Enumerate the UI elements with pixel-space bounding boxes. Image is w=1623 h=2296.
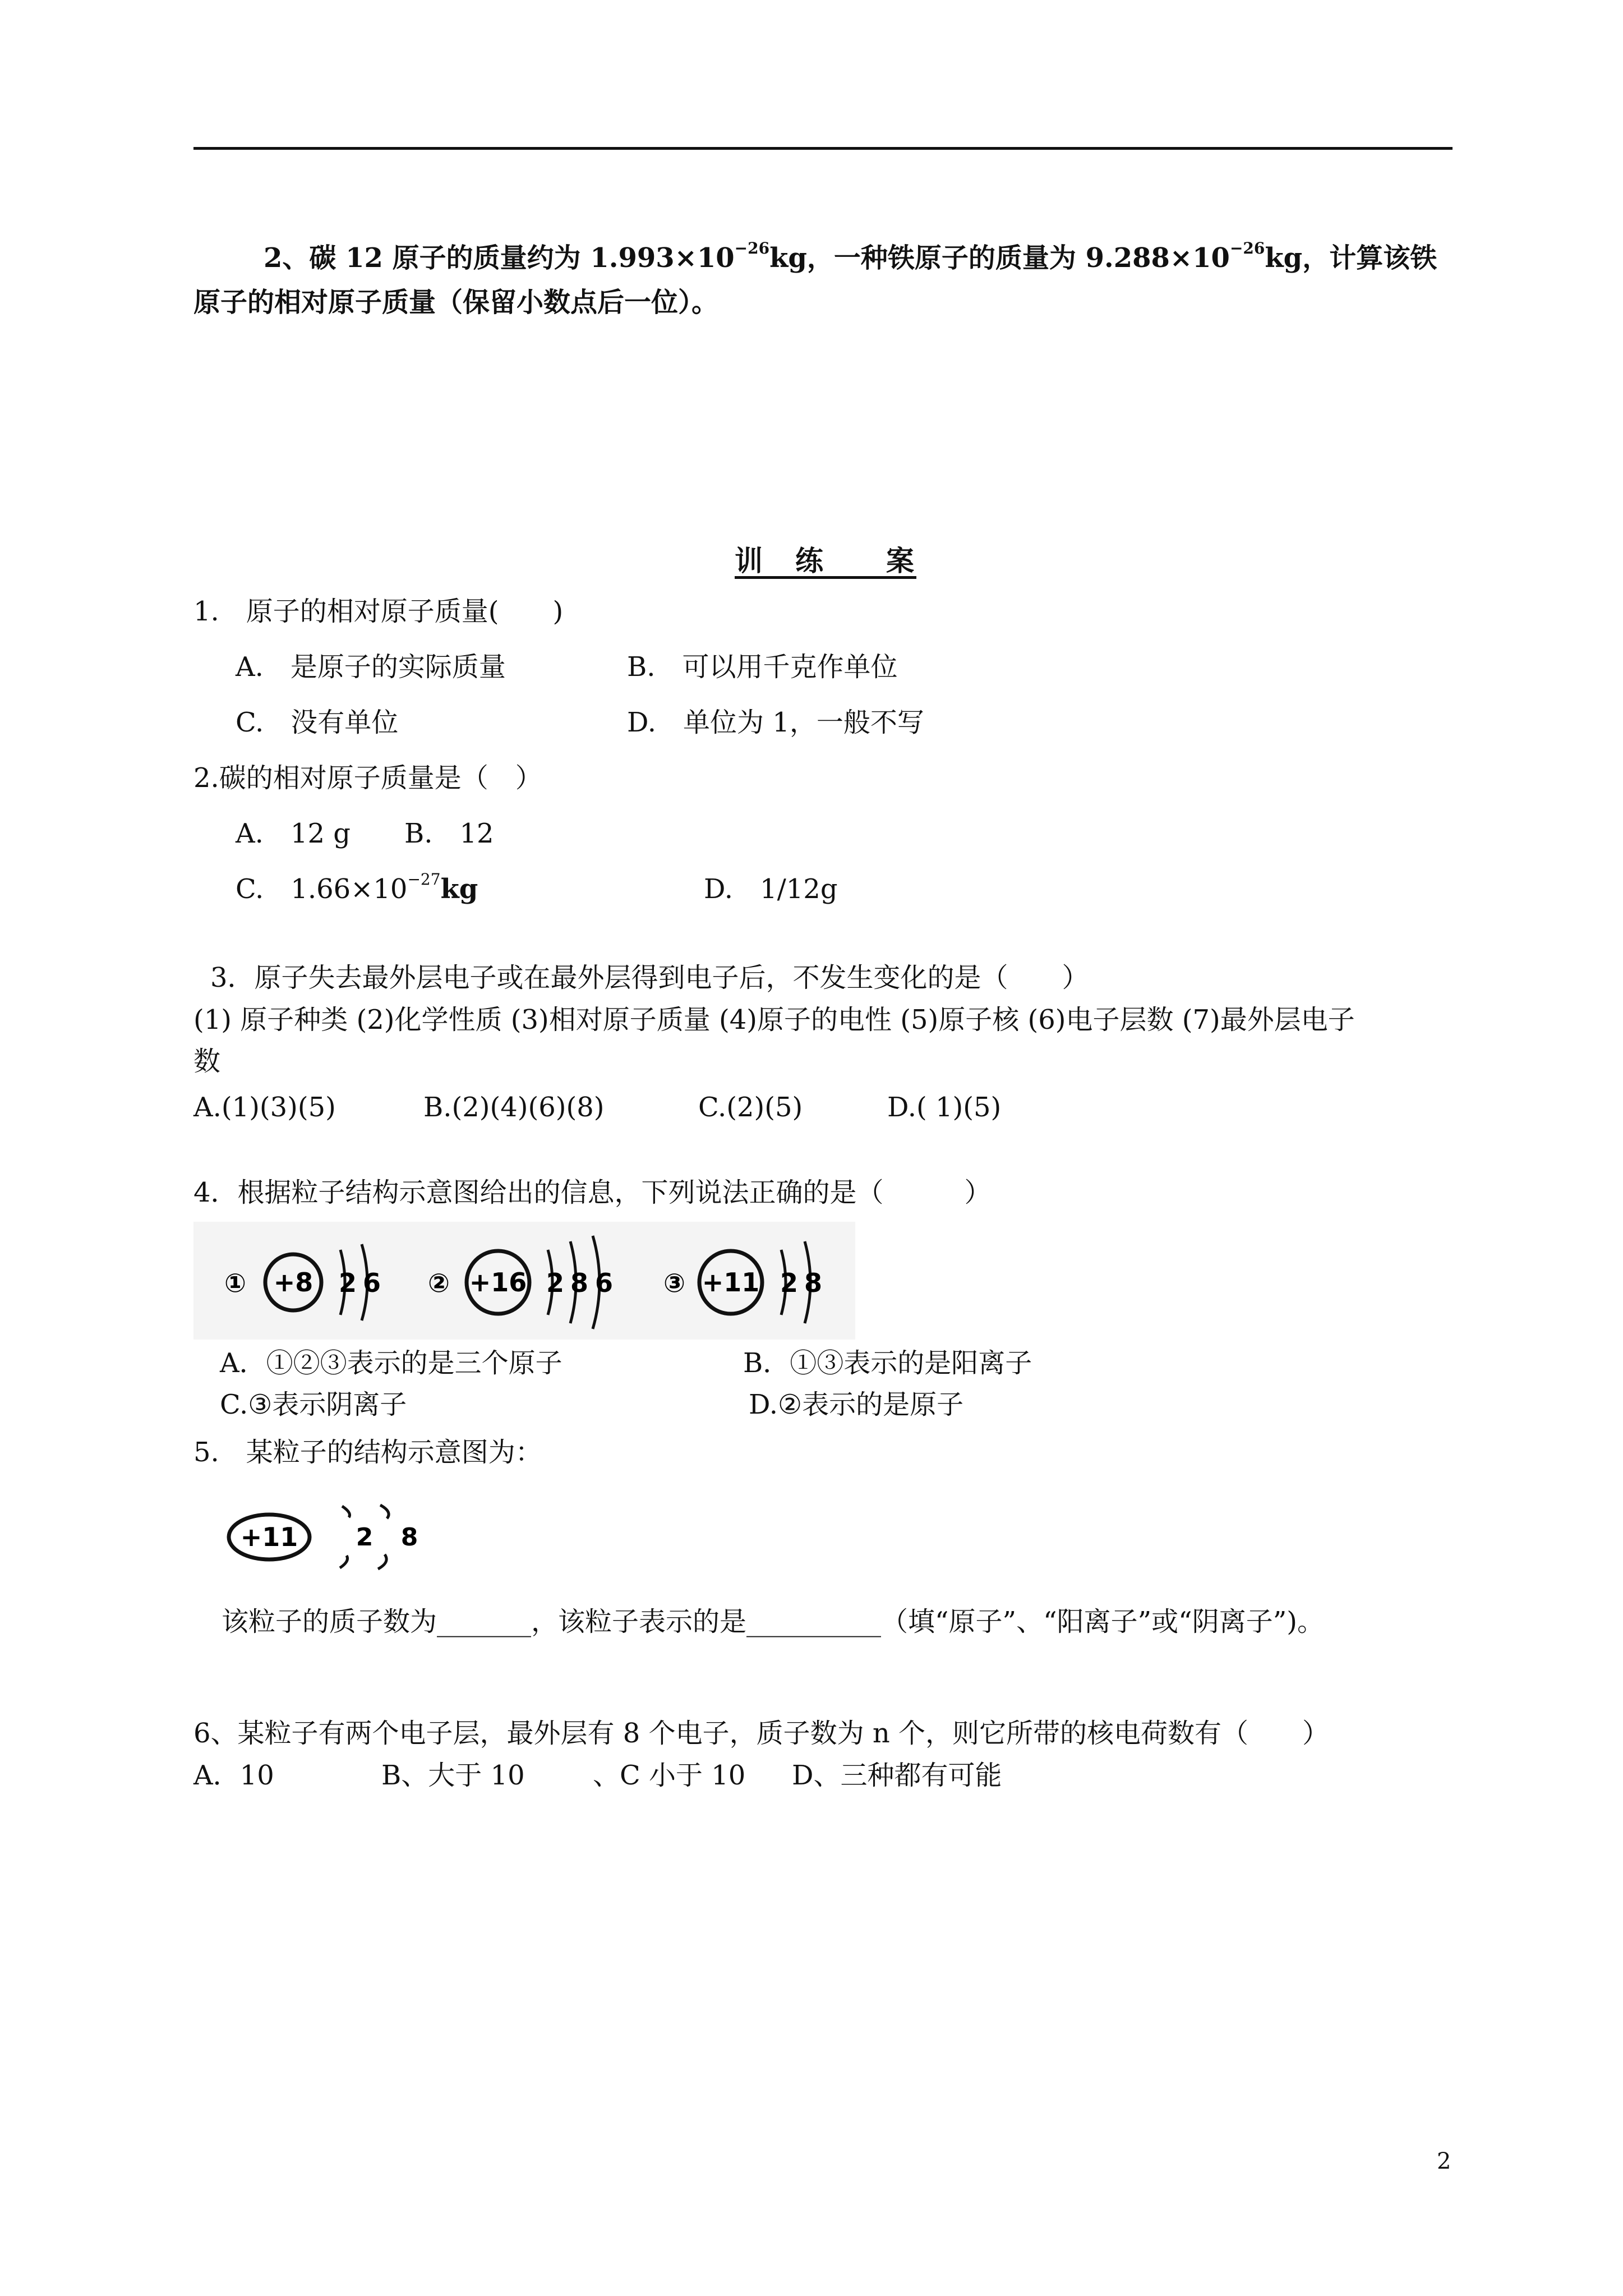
- q2-stem: 2.碳的相对原子质量是（ ）: [193, 762, 542, 794]
- q1-option-d: D. 单位为 1，一般不写: [627, 707, 924, 738]
- particle-3-nucleus: +11: [702, 1267, 760, 1297]
- q6-option-d: D、三种都有可能: [792, 1760, 1002, 1791]
- particle-1-shell-1: 2: [338, 1268, 357, 1298]
- q4-option-a: A．①②③表示的是三个原子: [220, 1347, 562, 1379]
- q4-particle-diagrams: [193, 1222, 855, 1340]
- header-rule: [193, 147, 1453, 150]
- q6-stem: 6、某粒子有两个电子层，最外层有 8 个电子，质子数为 n 个，则它所带的核电荷数有（ ）: [193, 1718, 1330, 1749]
- q4-option-d: D.②表示的是原子: [749, 1389, 964, 1420]
- q1-option-a: A. 是原子的实际质量: [236, 651, 506, 683]
- q4-option-c: C.③表示阴离子: [220, 1389, 407, 1420]
- particle-2-label: ②: [428, 1268, 450, 1298]
- q3-option-c: C.(2)(5): [698, 1092, 803, 1123]
- q5-nucleus: +11: [240, 1522, 298, 1552]
- q3-option-d: D.( 1)(5): [887, 1092, 1002, 1123]
- q3-items-line1: (1) 原子种类 (2)化学性质 (3)相对原子质量 (4)原子的电性 (5)原子核 (6)电子层数 (7)最外层电子: [193, 1004, 1355, 1036]
- q2-option-d: D. 1/12g: [704, 873, 838, 905]
- q3-items-line2: 数: [193, 1046, 221, 1077]
- particle-3-shell-1: 2: [780, 1268, 799, 1298]
- particle-1-label: ①: [224, 1268, 246, 1298]
- q1-option-b: B. 可以用千克作单位: [627, 651, 898, 683]
- q3-option-b: B.(2)(4)(6)(8): [423, 1092, 605, 1123]
- q3-option-a: A.(1)(3)(5): [193, 1092, 336, 1123]
- particle-2-shell-3: 6: [594, 1268, 614, 1298]
- q6-option-a: A．10: [193, 1760, 274, 1791]
- particle-3-label: ③: [663, 1268, 685, 1298]
- q1-stem: 1. 原子的相对原子质量( ): [193, 596, 564, 627]
- q5-fill-in: 该粒子的质子数为_______，该粒子表示的是__________（填“原子”、“阳离子”或“阴离子”)。: [222, 1606, 1324, 1637]
- section-title: 训 练 案: [735, 544, 916, 577]
- particle-1-shell-2: 6: [362, 1268, 381, 1298]
- q5-shell-1: 2: [356, 1523, 374, 1552]
- particle-2-shell-1: 2: [546, 1268, 565, 1298]
- q2-intro-line2: 原子的相对原子质量（保留小数点后一位）。: [193, 287, 719, 318]
- q4-option-b: B．①③表示的是阳离子: [743, 1347, 1032, 1379]
- particle-2-shell-2: 8: [570, 1268, 589, 1298]
- particle-1-nucleus: +8: [273, 1267, 313, 1297]
- q5-shell-2: 8: [400, 1523, 418, 1552]
- q2-intro-line1: 2、碳 12 原子的质量约为 $1.993\times 10^{-26}kg$，一种铁原子的质量为 $9.288\times 10^{-26}kg$，计算该铁: [264, 239, 1437, 274]
- q3-stem: 3．原子失去最外层电子或在最外层得到电子后，不发生变化的是（ ）: [210, 962, 1089, 993]
- q5-particle-diagram: [224, 1495, 449, 1579]
- q5-stem: 5. 某粒子的结构示意图为：: [193, 1437, 542, 1468]
- q6-option-c: 、C 小于 10: [593, 1760, 746, 1791]
- q2-option-c: C. $1.66\times 10^{-27}kg$: [236, 870, 478, 905]
- particle-3-shell-2: 8: [804, 1268, 823, 1298]
- page-number: 2: [1437, 2148, 1451, 2174]
- particle-2-nucleus: +16: [469, 1267, 527, 1297]
- q6-option-b: B、大于 10: [381, 1760, 525, 1791]
- q1-option-c: C. 没有单位: [236, 707, 399, 738]
- q2-options-ab: A. 12 g B. 12: [236, 818, 494, 849]
- q4-stem: 4．根据粒子结构示意图给出的信息，下列说法正确的是（ ）: [193, 1177, 992, 1208]
